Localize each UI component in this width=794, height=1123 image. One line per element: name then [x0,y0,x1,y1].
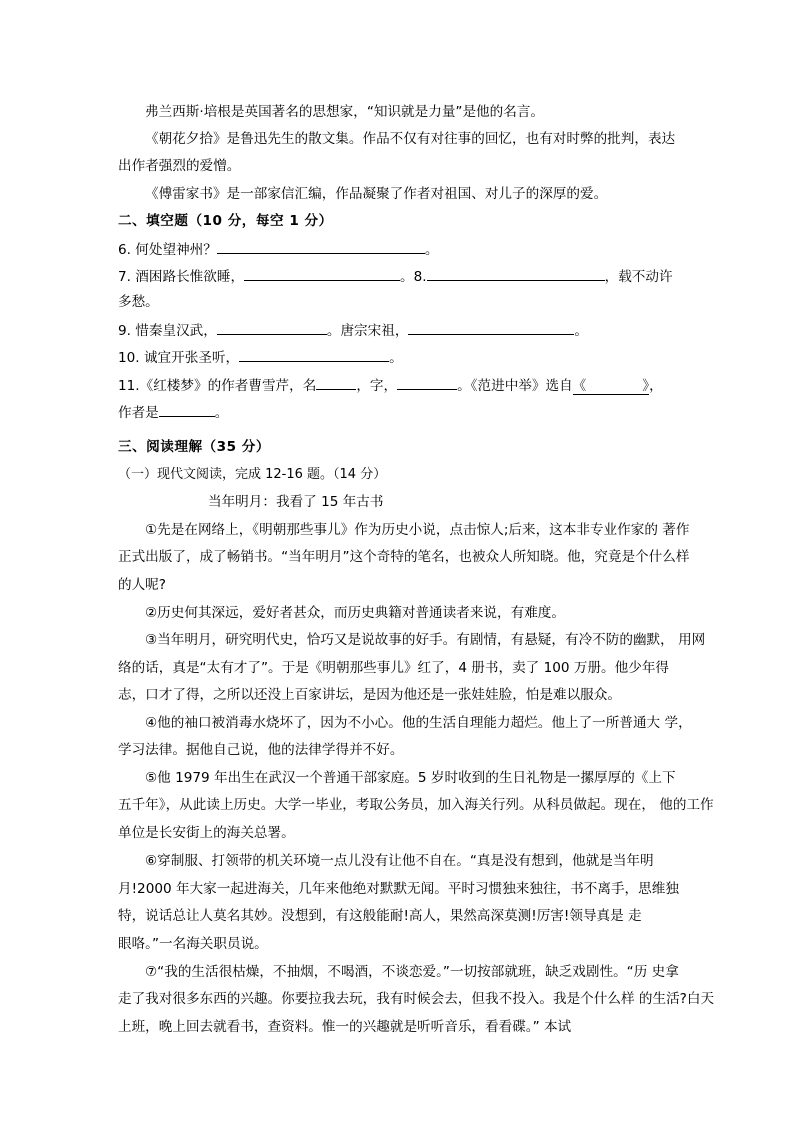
right-book-bracket: 》 [642,378,650,394]
period: 。 [574,323,589,339]
article-paragraph-7-line-1: ⑦“我的生活很枯燥，不抽烟，不喝酒，不谈恋爱。”一切按部就班，缺乏戏剧性。“历 史拿 [145,964,679,980]
question-9 [118,320,678,340]
article-paragraph-5-line-2: 五千年》，从此读上历史。大学一毕业，考取公务员，加入海关行列。从科员做起。现在， 他的工作 [118,797,714,813]
question-8-continuation: 多愁。 [118,294,159,310]
question-7-text: 7. 酒困路长惟欲睡， [118,269,245,285]
question-9-mid: 。唐宗宋祖， [326,323,409,339]
left-book-bracket: 《 [572,378,587,394]
article-paragraph-7-line-2: 走了我对很多东西的兴趣。你要拉我去玩，我有时候会去，但我不投入。我是个什么样 的生活?白天 [118,991,715,1007]
answer-blank-8[interactable] [427,266,605,281]
article-paragraph-6-line-1: ⑥穿制服、打领带的机关环境一点儿没有让他不自在。“真是没有想到，他就是当年明 [145,853,654,869]
question-11-text: 11.《红楼梦》的作者曹雪芹，名 [118,378,317,394]
article-title: 当年明月：我看了 15 年古书 [208,494,384,510]
question-11-continuation [118,402,678,422]
article-paragraph-6-line-3: 特，说话总让人莫名其妙。没想到，有这般能耐!高人，果然高深莫测!厉害!领导真是 走 [118,908,642,924]
question-10-text: 10. 诚宜开张圣听， [118,350,240,366]
question-8-label: 。8. [400,269,427,285]
source-book-blank[interactable] [573,378,649,395]
section-2-heading: 二、填空题（10 分，每空 1 分） [118,213,333,229]
question-8-tail: ，载不动许 [604,269,673,285]
period: 。 [424,242,439,258]
answer-blank-7[interactable] [244,266,400,281]
answer-blank-11-zi[interactable] [397,375,457,390]
section-3-heading: 三、阅读理解（35 分） [118,439,270,455]
article-paragraph-3-line-1: ③当年明月，研究明代史，恰巧又是说故事的好手。有剧情，有悬疑，有冷不防的幽默， 用网 [145,632,706,648]
question-11-author-label: 作者是 [118,405,159,421]
article-paragraph-4-line-1: ④他的袖口被消毒水烧坏了，因为不小心。他的生活自理能力超烂。他上了一所普通大 学， [145,715,692,731]
answer-blank-11-author[interactable] [159,402,215,417]
question-11-zi: ，字， [356,378,398,394]
question-6 [118,239,678,259]
article-paragraph-3-line-3: 志，口才了得，之所以还没上百家讲坛，是因为他还是一张娃娃脸，怕是难以服众。 [118,687,621,703]
question-11 [118,375,678,395]
question-11-tail: ， [649,378,663,394]
article-paragraph-7-line-3: 上班，晚上回去就看书，查资料。惟一的兴趣就是听听音乐，看看碟。” 本试 [118,1019,572,1035]
question-11-mid: 。《范进中举》选自 [457,378,573,394]
question-9-text: 9. 惜秦皇汉武， [118,323,217,339]
intro-paragraph-1: 弗兰西斯·培根是英国著名的思想家，“知识就是力量”是他的名言。 [145,104,545,120]
article-paragraph-5-line-3: 单位是长安街上的海关总署。 [118,825,295,841]
article-paragraph-1-line-1: ①先是在网络上，《明朝那些事儿》作为历史小说，点击惊人;后来，这本非专业作家的 著作 [145,522,690,538]
article-paragraph-1-line-2: 正式出版了，成了畅销书。“当年明月”这个奇特的笔名，也被众人所知晓。他，究竟是个什么样 [118,549,690,565]
period: 。 [389,350,403,366]
answer-blank-9b[interactable] [408,320,574,335]
intro-paragraph-3: 《傅雷家书》是一部家信汇编，作品凝聚了作者对祖国、对儿子的深厚的爱。 [145,186,608,202]
answer-blank-11-name[interactable] [316,375,356,390]
article-paragraph-6-line-2: 月!2000 年大家一起进海关，几年来他绝对默默无闻。平时习惯独来独往，书不离手，思维独 [118,881,679,897]
period: 。 [214,405,229,421]
article-paragraph-5-line-1: ⑤他 1979 年出生在武汉一个普通干部家庭。5 岁时收到的生日礼物是一摞厚厚的《上下 [145,770,676,786]
intro-paragraph-2-line-1: 《朝花夕拾》是鲁迅先生的散文集。作品不仅有对往事的回忆，也有对时弊的批判，表达 [145,131,676,147]
question-10 [118,347,678,367]
intro-paragraph-2-line-2: 出作者强烈的爱憎。 [118,158,241,174]
article-paragraph-3-line-2: 络的话，真是“太有才了”。于是《明朝那些事儿》红了，4 册书，卖了 100 万册。他少年得 [118,660,670,676]
section-3-subheading: （一）现代文阅读，完成 12-16 题。（14 分） [118,467,387,482]
article-paragraph-1-line-3: 的人呢? [118,577,166,593]
article-paragraph-2: ②历史何其深远，爱好者甚众，而历史典籍对普通读者来说，有难度。 [145,605,565,621]
answer-blank-9a[interactable] [217,320,327,335]
question-6-text: 6. 何处望神州？ [118,242,217,258]
answer-blank-10[interactable] [239,347,389,362]
article-paragraph-4-line-2: 学习法律。据他自己说，他的法律学得并不好。 [118,742,404,758]
question-7-8 [118,266,678,286]
answer-blank-6[interactable] [217,239,425,254]
article-paragraph-6-line-4: 眼咯。”一名海关职员说。 [118,936,268,952]
